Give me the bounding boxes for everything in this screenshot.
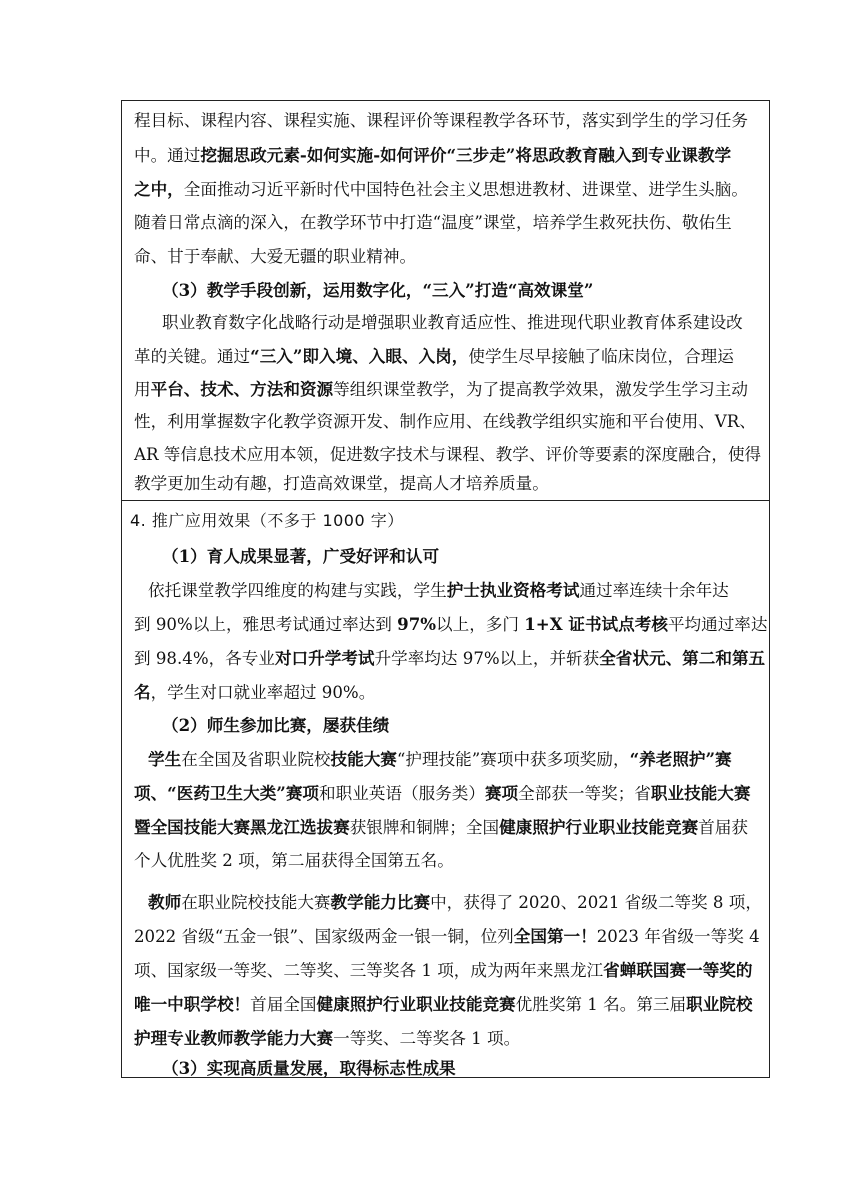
subheading-3: （3）实现高质量发展，取得标志性成果	[162, 1058, 456, 1078]
paragraph-line: 护理专业教师教学能力大赛一等奖、二等奖各 1 项。	[134, 1028, 521, 1048]
paragraph-line: 学生在全国及省职业院校技能大赛“护理技能”赛项中获多项奖励，“养老照护”赛	[148, 749, 732, 769]
table-cell-teaching-innovation	[122, 101, 769, 501]
document-table	[121, 100, 770, 1078]
paragraph-line: 唯一中职学校！首届全国健康照护行业职业技能竞赛优胜奖第 1 名。第三届职业院校	[134, 994, 753, 1014]
paragraph-line: 随着日常点滴的深入，在教学环节中打造“温度”课堂，培养学生救死扶伤、敬佑生	[134, 213, 732, 232]
subheading-2: （2）师生参加比赛，屡获佳绩	[162, 715, 390, 735]
paragraph-line: 到 90%以上，雅思考试通过率达到 97%以上，多门 1+X 证书试点考核平均通过率达	[134, 614, 768, 634]
paragraph-line: 依托课堂教学四维度的构建与实践，学生护士执业资格考试通过率连续十余年达	[148, 580, 729, 600]
section-heading: 4. 推广应用效果（不多于 1000 字）	[130, 511, 404, 530]
paragraph-line: 教学更加生动有趣，打造高效课堂，提高人才培养质量。	[134, 474, 549, 493]
paragraph-line: 之中，全面推动习近平新时代中国特色社会主义思想进教材、进课堂、进学生头脑。	[134, 179, 748, 199]
paragraph-line: 程目标、课程内容、课程实施、课程评价等课程教学各环节，落实到学生的学习任务	[134, 111, 748, 130]
paragraph-line: 教师在职业院校技能大赛教学能力比赛中，获得了 2020、2021 省级二等奖 8 项，	[148, 892, 762, 912]
paragraph-line: 项、国家级一等奖、二等奖、三等奖各 1 项，成为两年来黑龙江省蝉联国赛一等奖的	[134, 960, 753, 980]
paragraph-line: AR 等信息技术应用本领，促进数字技术与课程、教学、评价等要素的深度融合，使得	[134, 445, 762, 464]
paragraph-line: 到 98.4%，各专业对口升学考试升学率均达 97%以上，并斩获全省状元、第二和第五	[134, 648, 766, 668]
paragraph-line: 职业教育数字化战略行动是增强职业教育适应性、推进现代职业教育体系建设改	[162, 313, 743, 332]
subheading-3: （3）教学手段创新，运用数字化，“三入”打造“高效课堂”	[162, 280, 594, 300]
paragraph-line: 革的关键。通过“三入”即入境、入眼、入岗，使学生尽早接触了临床岗位，合理运	[134, 346, 734, 366]
paragraph-line: 命、甘于奉献、大爱无疆的职业精神。	[134, 247, 417, 266]
paragraph-line: 个人优胜奖 2 项，第二届获得全国第五名。	[134, 851, 454, 870]
paragraph-line: 用平台、技术、方法和资源等组织课堂教学，为了提高教学效果，激发学生学习主动	[134, 379, 748, 399]
paragraph-line: 暨全国技能大赛黑龙江选拔赛获银牌和铜牌；全国健康照护行业职业技能竞赛首届获	[134, 817, 748, 837]
paragraph-line: 2022 省级“五金一银”、国家级两金一银一铜，位列全国第一！2023 年省级一等奖 4	[134, 926, 760, 946]
paragraph-line: 性，利用掌握数字化教学资源开发、制作应用、在线教学组织实施和平台使用、VR、	[134, 412, 756, 431]
paragraph-line: 项、“医药卫生大类”赛项和职业英语（服务类）赛项全部获一等奖；省职业技能大赛	[134, 783, 751, 803]
paragraph-line: 名，学生对口就业率超过 90%。	[134, 682, 376, 702]
subheading-1: （1）育人成果显著，广受好评和认可	[162, 546, 440, 566]
table-cell-application-effect	[122, 501, 769, 1077]
paragraph-line: 中。通过挖掘思政元素-如何实施-如何评价“三步走”将思政教育融入到专业课教学	[134, 145, 732, 165]
